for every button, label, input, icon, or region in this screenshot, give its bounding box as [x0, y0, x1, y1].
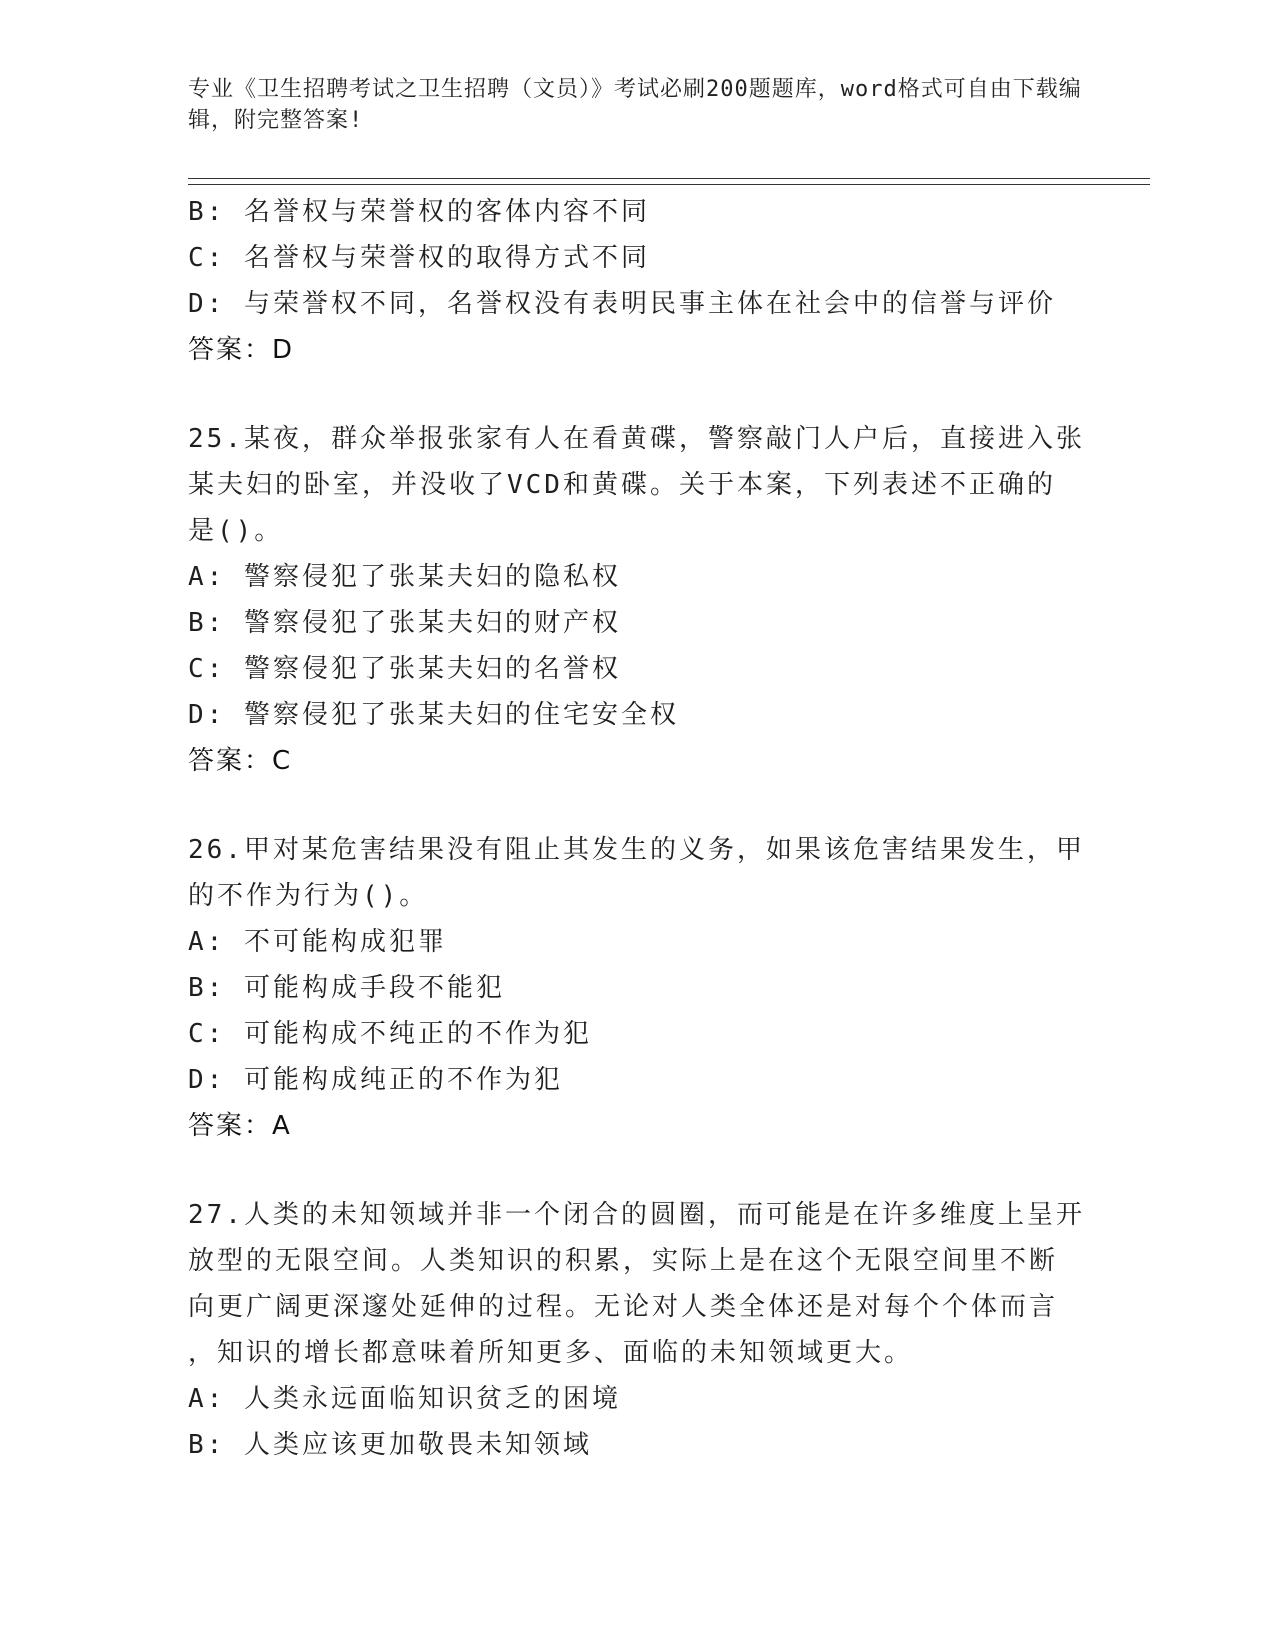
- answer-line: 答案：D: [188, 335, 295, 365]
- option-b: B: 可能构成手段不能犯: [188, 973, 505, 1003]
- question-stem-line: 25.某夜，群众举报张家有人在看黄碟，警察敲门人户后，直接进入张: [188, 424, 1085, 454]
- header-divider: [188, 178, 1150, 185]
- question-stem-line: 26.甲对某危害结果没有阻止其发生的义务，如果该危害结果发生，甲: [188, 835, 1085, 865]
- question-stem-line: 的不作为行为()。: [188, 881, 429, 911]
- header-title: 专业《卫生招聘考试之卫生招聘（文员）》考试必刷200题题库，word格式可自由下载编辑，附完整答案!: [188, 77, 1082, 133]
- option-c: C: 警察侵犯了张某夫妇的名誉权: [188, 654, 621, 684]
- option-b: B: 人类应该更加敬畏未知领域: [188, 1430, 592, 1460]
- question-26: [188, 827, 1088, 1149]
- answer-line: 答案：A: [188, 1111, 292, 1141]
- question-25: [188, 416, 1088, 784]
- question-24-continued: [188, 189, 1088, 373]
- question-27: [188, 1192, 1088, 1468]
- option-c: C: 可能构成不纯正的不作为犯: [188, 1019, 592, 1049]
- spacer: [188, 1149, 1088, 1192]
- option-b: B: 名誉权与荣誉权的客体内容不同: [188, 197, 650, 227]
- spacer: [188, 373, 1088, 416]
- option-a: A: 不可能构成犯罪: [188, 927, 447, 957]
- option-a: A: 警察侵犯了张某夫妇的隐私权: [188, 562, 621, 592]
- document-header: [188, 74, 1088, 136]
- question-stem-line: 27.人类的未知领域并非一个闭合的圆圈，而可能是在许多维度上呈开: [188, 1200, 1085, 1230]
- option-d: D: 可能构成纯正的不作为犯: [188, 1065, 563, 1095]
- spacer: [188, 784, 1088, 827]
- option-d: D: 警察侵犯了张某夫妇的住宅安全权: [188, 700, 679, 730]
- option-d: D: 与荣誉权不同，名誉权没有表明民事主体在社会中的信誉与评价: [188, 289, 1056, 319]
- document-body: [188, 189, 1088, 1468]
- answer-line: 答案：C: [188, 746, 293, 776]
- question-stem-line: 某夫妇的卧室，并没收了VCD和黄碟。关于本案，下列表述不正确的: [188, 470, 1056, 500]
- question-stem-line: 是()。: [188, 516, 284, 546]
- question-stem-line: ，知识的增长都意味着所知更多、面临的未知领域更大。: [188, 1338, 914, 1368]
- option-b: B: 警察侵犯了张某夫妇的财产权: [188, 608, 621, 638]
- question-stem-line: 向更广阔更深邃处延伸的过程。无论对人类全体还是对每个个体而言: [188, 1292, 1059, 1322]
- option-c: C: 名誉权与荣誉权的取得方式不同: [188, 243, 650, 273]
- option-a: A: 人类永远面临知识贫乏的困境: [188, 1384, 621, 1414]
- question-stem-line: 放型的无限空间。人类知识的积累，实际上是在这个无限空间里不断: [188, 1246, 1059, 1276]
